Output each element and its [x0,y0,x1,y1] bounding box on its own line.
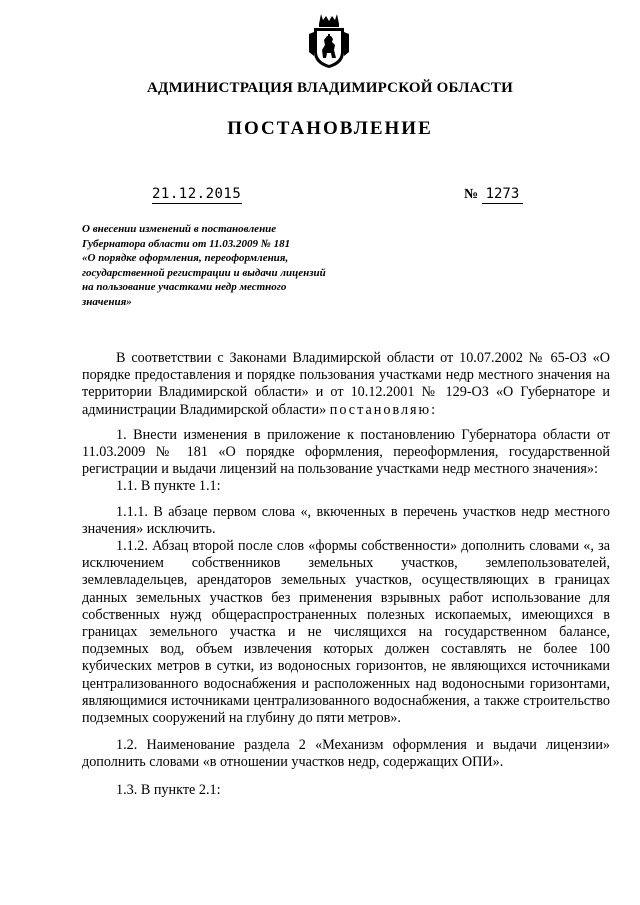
paragraph-1-2: 1.2. Наименование раздела 2 «Механизм оформления и выдачи лицензии» дополнить словами «в отношении участков недр, содержащих ОПИ». [82,737,610,771]
document-body [82,350,610,799]
paragraph-1-1-1: 1.1.1. В абзаце первом слова «, вкюченных в перечень участков недр местного значения» исключить. [82,503,610,537]
preamble-text: В соответствии с Законами Владимирской области от 10.07.2002 № 65-ОЗ «О порядке предоставления и порядке пользования участками недр местного значения на территории Владимирской области» и от 10.12.2001 № 129-ОЗ «О Губернаторе и администрации Владимирской области» [82,350,610,418]
coat-of-arms-icon [306,12,352,70]
document-date: 21.12.2015 [152,186,242,202]
document-subject [82,222,382,309]
preamble-paragraph [82,350,610,419]
subject-line: государственной регистрации и выдачи лицензий [82,266,326,279]
subject-line: значения» [82,295,132,308]
subject-line: «О порядке оформления, переоформления, [82,252,289,264]
document-type-title: ПОСТАНОВЛЕНИЕ [227,118,433,139]
organization-name: АДМИНИСТРАЦИЯ ВЛАДИМИРСКОЙ ОБЛАСТИ [147,80,513,96]
paragraph-1: 1. Внести изменения в приложение к постановлению Губернатора области от 11.03.2009 № 181 «О порядке оформления, переоформления, государственной регистрации и выдачи лицензий на пользование участками недр местного значения»: [82,426,610,478]
number-value: 1273 [482,186,524,204]
paragraph-1-1: 1.1. В пункте 1.1: [116,478,221,495]
paragraph-1-1-2: 1.1.2. Абзац второй после слов «формы собственности» дополнить словами «, за исключением собственников земельных участков, землепользователей, землевладельцев, арендаторов земельных участков, осуществляющих в границах данных земельных участков без применения взрывных работ использование для собственных нужд общераспространенных полезных ископаемых, имеющихся в границах земельного участка и не числящихся на государственном балансе, подземных вод, объем извлечения которых должен составлять не более 100 кубических метров в сутки, из водоносных горизонтов, не являющихся источниками централизованного водоснабжения и расположенных над водоносными горизонтами, являющимися источниками централизованного водоснабжения, а также строительство подземных сооружений на глубину до пяти метров». [82,538,610,727]
subject-line: О внесении изменений в постановление [82,223,277,235]
resolve-word: постановляю: [329,401,438,418]
number-prefix: № [464,187,479,202]
document-number [464,186,523,203]
subject-line: на пользование участками недр местного [82,281,287,293]
subject-line: Губернатора области от 11.03.2009 № 181 [82,237,291,250]
paragraph-1-3: 1.3. В пункте 2.1: [116,781,221,798]
